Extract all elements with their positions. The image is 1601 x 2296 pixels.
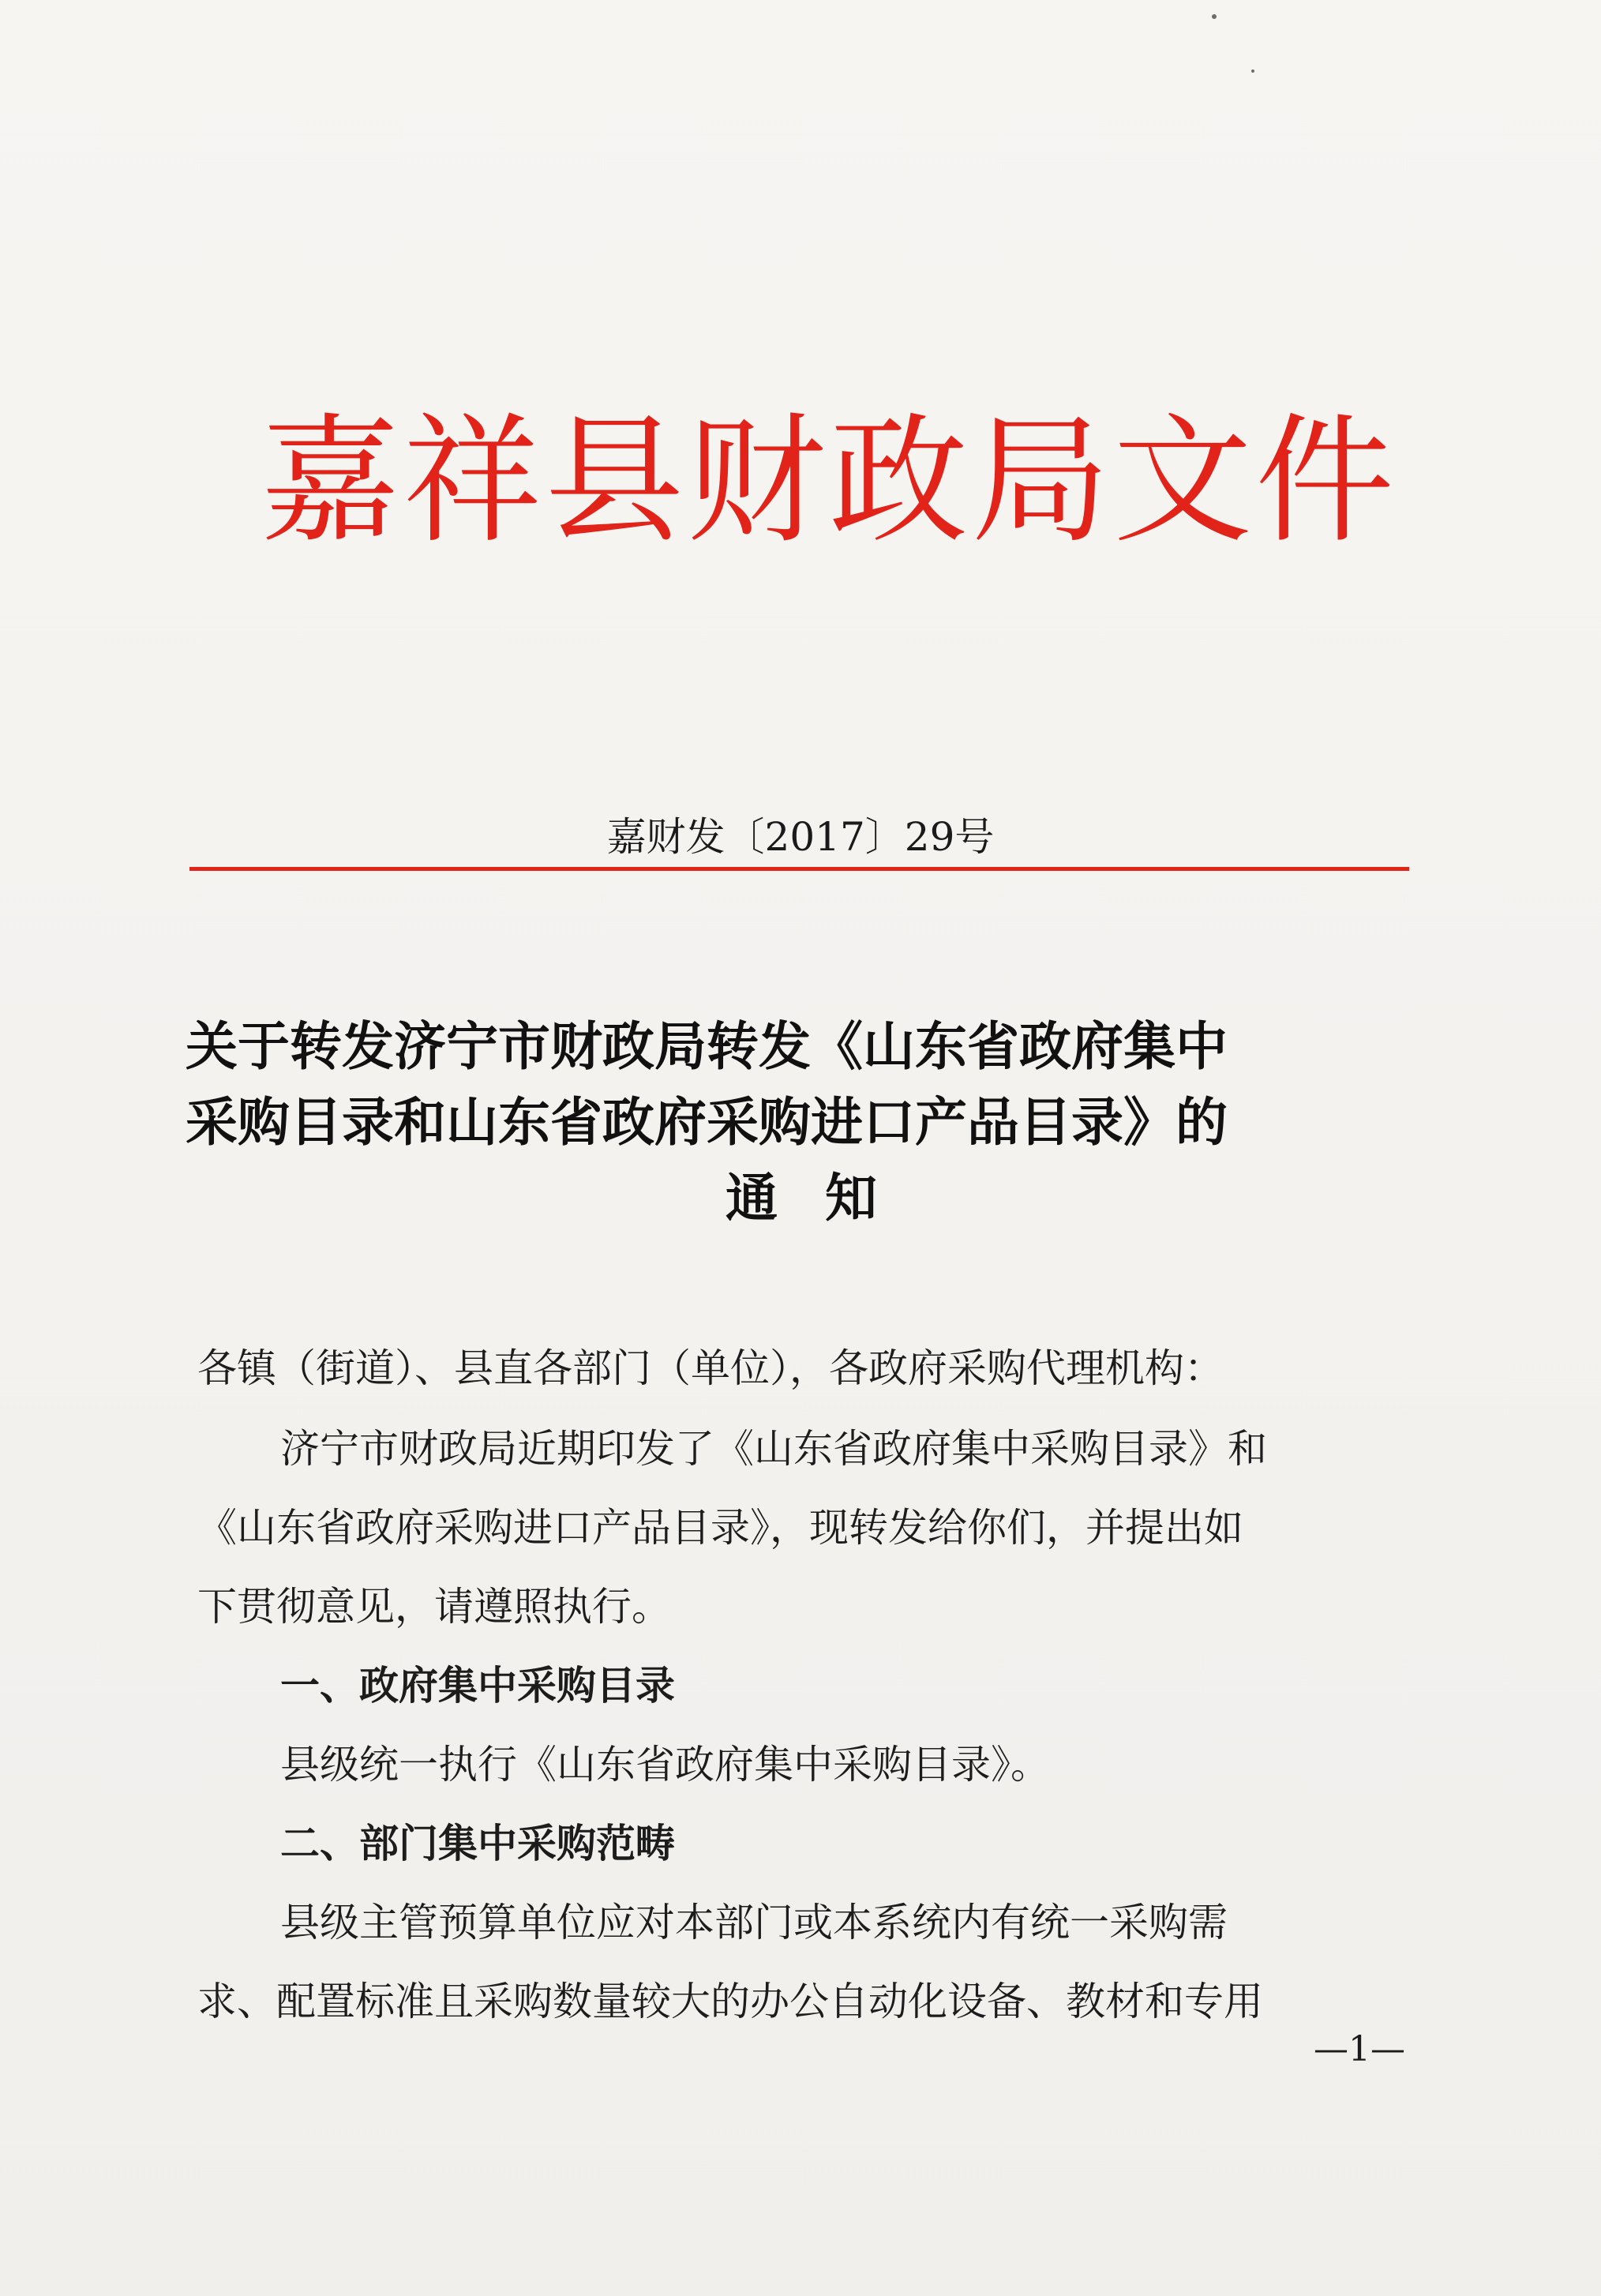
title-line-2: 采购目录和山东省政府采购进口产品目录》的 xyxy=(186,1092,1228,1153)
paragraph-1-line-1: 济宁市财政局近期印发了《山东省政府集中采购目录》和 xyxy=(280,1426,1267,1472)
paragraph-1-line-2: 《山东省政府采购进口产品目录》，现转发给你们，并提出如 xyxy=(197,1505,1243,1551)
page-number: —1— xyxy=(1314,2029,1405,2069)
scan-speck xyxy=(1212,14,1217,19)
scan-speck xyxy=(1251,69,1254,73)
title-line-3: 通知 xyxy=(726,1168,924,1229)
issuer-title: 嘉祥县财政局文件 xyxy=(261,400,1398,562)
paragraph-1-line-3: 下贯彻意见，请遵照执行。 xyxy=(197,1584,671,1630)
section-2-line-2: 求、配置标准且采购数量较大的办公自动化设备、教材和专用 xyxy=(197,1979,1263,2024)
title-line-1: 关于转发济宁市财政局转发《山东省政府集中 xyxy=(186,1016,1228,1077)
document-number: 嘉财发〔2017〕29号 xyxy=(606,814,995,860)
section-2-heading: 二、部门集中采购范畴 xyxy=(280,1821,675,1866)
section-1-heading: 一、政府集中采购目录 xyxy=(280,1663,675,1709)
section-2-line-1: 县级主管预算单位应对本部门或本系统内有统一采购需 xyxy=(280,1900,1228,1945)
document-title xyxy=(186,1009,1417,1236)
red-divider-line xyxy=(189,867,1409,871)
salutation: 各镇（街道）、县直各部门（单位），各政府采购代理机构： xyxy=(197,1345,1224,1391)
section-1-text: 县级统一执行《山东省政府集中采购目录》。 xyxy=(280,1742,1050,1788)
